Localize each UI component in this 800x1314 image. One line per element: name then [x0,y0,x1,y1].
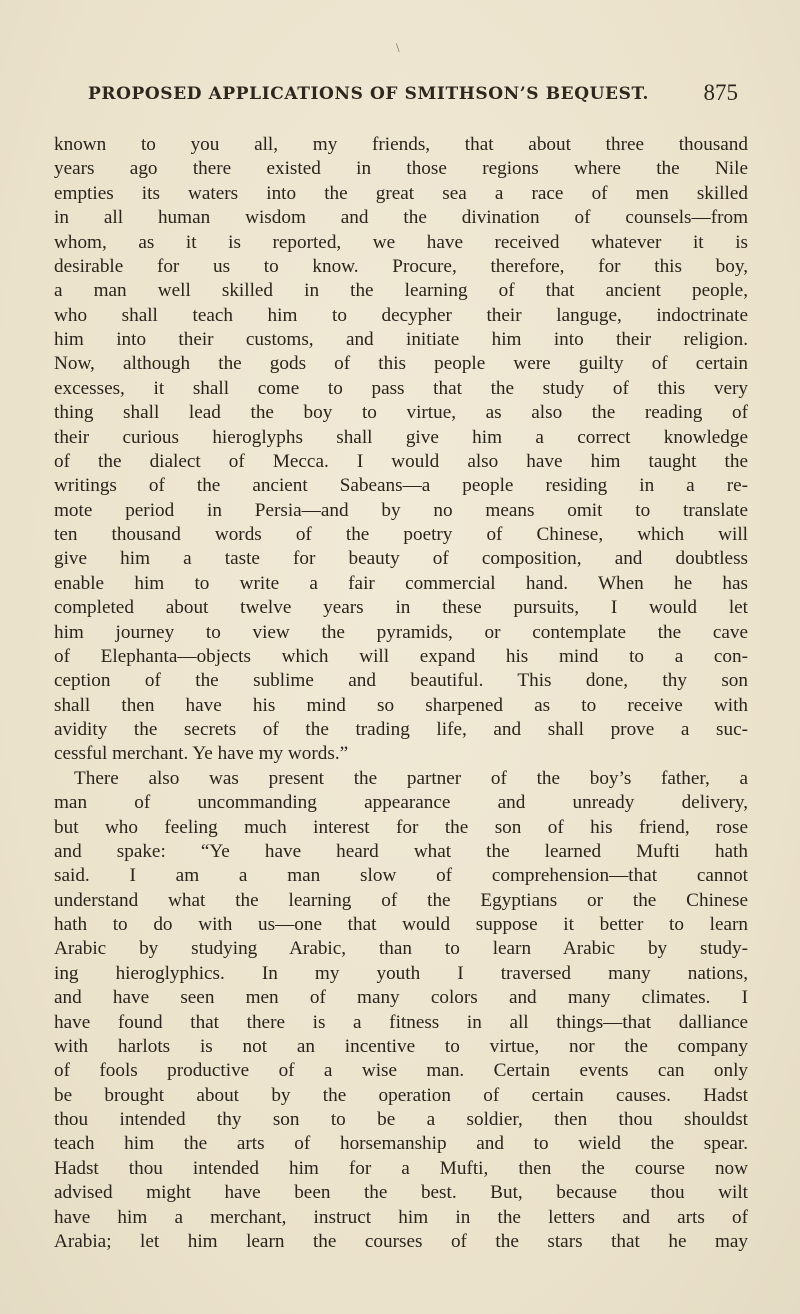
text-line: who shall teach him to decypher their languge, indoctrinate [54,304,748,326]
text-line: him into their customs, and initiate him into their religion. [54,329,748,350]
text-line: teach him the arts of horsemanship and to wield the spear. [54,1133,748,1155]
text-line: mote period in Persia—and by no means omit to translate [54,499,748,521]
text-line: avidity the secrets of the trading life, and shall prove a suc- [54,719,748,740]
text-line: give him a taste for beauty of composition, and doubtless [54,548,748,570]
text-line: Now, although the gods of this people were guilty of certain [54,353,748,375]
text-line: known to you all, my friends, that about three thousand [54,134,748,155]
text-line: empties its waters into the great sea a race of men skilled [54,182,748,204]
text-line: Arabia; let him learn the courses of the stars that he may [54,1230,748,1252]
text-line: years ago there existed in those regions where the Nile [54,158,748,180]
text-line: him journey to view the pyramids, or contemplate the cave [54,621,748,643]
text-line: cessful merchant. Ye have my words.” [54,743,349,765]
text-line: ing hieroglyphics. In my youth I traversed many nations, [54,962,748,984]
text-line: be brought about by the operation of certain causes. Hadst [54,1084,748,1106]
text-line: and spake: “Ye have heard what the learned Mufti hath [54,840,748,862]
text-line: desirable for us to know. Procure, therefore, for this boy, [54,255,748,277]
text-line: excesses, it shall come to pass that the study of this very [54,377,748,399]
text-line: hath to do with us—one that would suppose it better to learn [54,914,748,935]
text-line: advised might have been the best. But, because thou wilt [54,1182,748,1204]
text-line: have found that there is a fitness in all things—that dalliance [54,1011,748,1033]
text-line: said. I am a man slow of comprehension—that cannot [54,865,748,887]
text-line: of the dialect of Mecca. I would also have him taught the [54,450,748,472]
text-line: enable him to write a fair commercial hand. When he has [54,572,748,594]
text-line: and have seen men of many colors and many climates. I [54,987,748,1009]
text-line: completed about twelve years in these pursuits, I would let [54,597,748,619]
text-line: thing shall lead the boy to virtue, as also the reading of [54,402,748,424]
text-line: man of uncommanding appearance and unready delivery, [54,792,748,814]
body-text [54,133,748,1254]
text-line: in all human wisdom and the divination of counsels—from [54,207,748,229]
text-line: writings of the ancient Sabeans—a people residing in a re- [54,475,748,497]
text-line: whom, as it is reported, we have received whatever it is [54,231,748,253]
text-line: ten thousand words of the poetry of Chinese, which will [54,524,748,545]
text-line: There also was present the partner of the boy’s father, a [74,767,748,789]
text-line: with harlots is not an incentive to virtue, nor the company [54,1035,748,1057]
text-line: ception of the sublime and beautiful. This done, thy son [54,670,748,692]
text-line: but who feeling much interest for the son of his friend, rose [54,816,748,838]
running-title: PROPOSED APPLICATIONS OF SMITHSON’S BEQUEST. [88,84,650,104]
text-line: Arabic by studying Arabic, than to learn Arabic by study- [54,938,748,960]
running-header [88,80,738,112]
text-line: their curious hieroglyphs shall give him a correct knowledge [54,426,748,448]
text-line: understand what the learning of the Egyptians or the Chinese [54,889,748,911]
text-line: thou intended thy son to be a soldier, then thou shouldst [54,1109,748,1130]
text-line: of fools productive of a wise man. Certain events can only [54,1060,748,1082]
text-line: a man well skilled in the learning of that ancient people, [54,280,748,302]
page-mark: \ [396,40,400,55]
text-line: shall then have his mind so sharpened as to receive with [54,694,748,716]
text-line: of Elephanta—objects which will expand his mind to a con- [54,645,748,667]
text-line: Hadst thou intended him for a Mufti, then the course now [54,1157,748,1179]
page-number: 875 [703,80,738,105]
text-line: have him a merchant, instruct him in the letters and arts of [54,1206,748,1228]
